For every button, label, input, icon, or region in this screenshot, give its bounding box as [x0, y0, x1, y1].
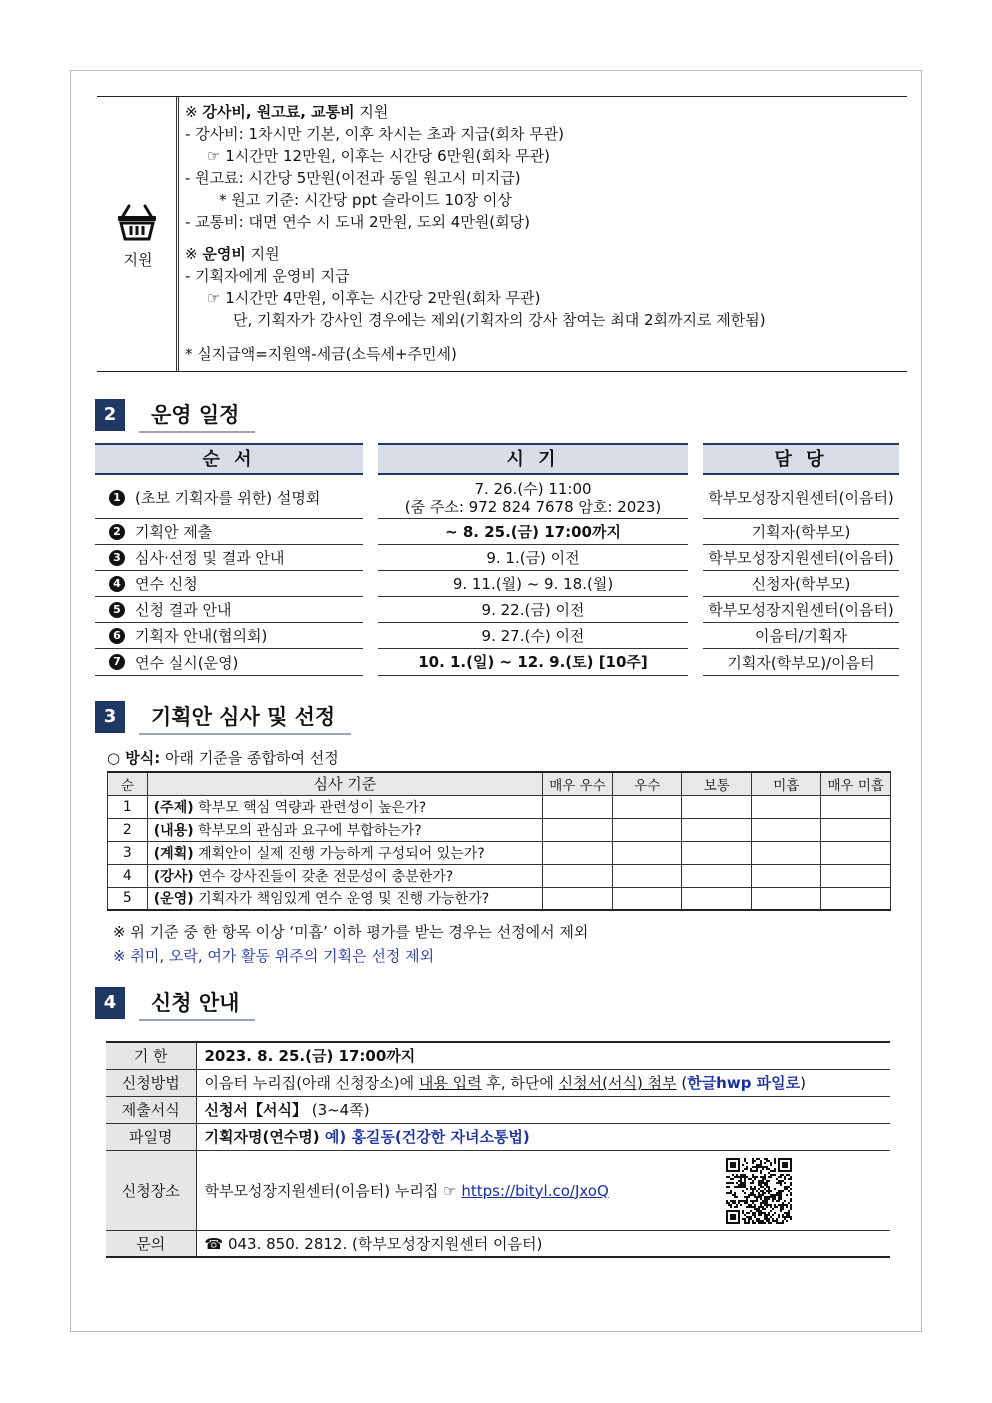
apply-key: 기 한 [106, 1042, 196, 1069]
support-line [185, 123, 903, 145]
apply-method-value [196, 1069, 890, 1096]
support-line-text: - 기획자에게 운영비 지급 [185, 267, 350, 285]
schedule-owner: 기획자(학부모) [703, 519, 899, 545]
schedule-step [95, 623, 363, 649]
criteria-header: 순 [108, 772, 148, 795]
apply-place-value [196, 1150, 890, 1230]
schedule-date: 10. 1.(일) ~ 12. 9.(토) [10주] [418, 653, 648, 671]
basket-icon [115, 202, 159, 242]
support-line [185, 167, 903, 189]
support-line [185, 265, 903, 287]
step-number-badge: 1 [109, 490, 125, 506]
support-line-heading: 강사비, 원고료, 교통비 [202, 103, 355, 121]
step-label: 기획안 제출 [135, 523, 213, 541]
criteria-text [147, 795, 542, 818]
support-line-text: 지원 [354, 103, 389, 121]
support-line-heading: 운영비 [202, 245, 246, 263]
support-line [185, 287, 903, 309]
step-label: 연수 신청 [135, 575, 198, 593]
rating-cell[interactable] [612, 818, 682, 841]
criteria-number: 4 [108, 864, 148, 887]
criteria-row [108, 818, 891, 841]
criteria-question: 학부모 핵심 역량과 관련성이 높은가? [193, 799, 427, 816]
schedule-owner: 기획자(학부모)/이음터 [703, 649, 899, 676]
apply-form-pages: (3~4쪽) [306, 1101, 370, 1119]
schedule-when [378, 519, 688, 545]
criteria-text [147, 841, 542, 864]
criteria-question: 기획자가 책임있게 연수 운영 및 진행 가능한가? [193, 891, 490, 908]
support-line-text: ☞ 1시간만 12만원, 이후는 시간당 6만원(회차 무관) [207, 147, 551, 165]
step-label: 신청 결과 안내 [135, 601, 232, 619]
rating-cell[interactable] [682, 818, 752, 841]
support-line [185, 343, 903, 365]
step-label: 연수 실시(운영) [135, 653, 239, 672]
criteria-header: 보통 [682, 772, 752, 795]
schedule-header-when: 시 기 [378, 443, 688, 475]
criteria-header: 미흡 [751, 772, 821, 795]
criteria-number: 3 [108, 841, 148, 864]
rating-cell[interactable] [612, 887, 682, 910]
step-number-badge: 3 [109, 550, 125, 566]
rating-cell[interactable] [682, 795, 752, 818]
apply-row-filename [106, 1123, 890, 1150]
schedule-step [95, 477, 363, 519]
apply-row-form [106, 1096, 890, 1123]
criteria-tag: (운영) [153, 891, 194, 908]
support-line [185, 211, 903, 233]
criteria-number: 1 [108, 795, 148, 818]
apply-row-contact [106, 1230, 890, 1257]
schedule-owner: 학부모성장지원센터(이음터) [703, 597, 899, 623]
rating-cell[interactable] [751, 841, 821, 864]
step-label: 심사·선정 및 결과 안내 [135, 549, 285, 567]
apply-table [106, 1041, 890, 1258]
schedule-step [95, 571, 363, 597]
support-line [185, 309, 903, 331]
section-number: 2 [95, 399, 125, 431]
rating-cell[interactable] [821, 887, 891, 910]
rating-cell[interactable] [682, 887, 752, 910]
qr-code-icon[interactable] [724, 1156, 794, 1226]
support-line [185, 233, 903, 243]
support-line-text: * 원고 기준: 시간당 ppt 슬라이드 10장 이상 [219, 191, 512, 209]
schedule-zoom-info: (줌 주소: 972 824 7678 암호: 2023) [404, 497, 662, 516]
step-label: 기획자 안내(협의회) [135, 627, 268, 645]
apply-method-filetype: 한글hwp 파일로 [687, 1074, 801, 1092]
support-line-text: - 교통비: 대면 연수 시 도내 2만원, 도외 4만원(회당) [185, 213, 530, 231]
apply-place-link[interactable]: https://bityl.co/JxoQ [461, 1181, 609, 1200]
rating-cell[interactable] [612, 795, 682, 818]
step-label: (초보 기획자를 위한) 설명회 [135, 489, 321, 507]
review-method-label: ○ 방식: [107, 749, 161, 767]
schedule-when [378, 477, 688, 519]
criteria-question: 계획안이 실제 진행 가능하게 구성되어 있는가? [193, 845, 485, 862]
schedule-date: 9. 22.(금) 이전 [481, 600, 585, 619]
criteria-header-row [108, 772, 891, 795]
apply-method-text: ( [676, 1074, 688, 1092]
support-icon-column [97, 97, 179, 371]
apply-place-text: 학부모성장지원센터(이음터) 누리집 ☞ [204, 1181, 462, 1200]
section-title: 신청 안내 [139, 987, 255, 1021]
section-number: 4 [95, 987, 125, 1019]
apply-form-value [196, 1096, 890, 1123]
schedule-owner: 이음터/기획자 [703, 623, 899, 649]
schedule-date: 7. 26.(수) 11:00 [474, 479, 592, 498]
criteria-header: 매우 미흡 [821, 772, 891, 795]
criteria-text [147, 818, 542, 841]
step-number-badge: 6 [109, 628, 125, 644]
criteria-tag: (주제) [153, 799, 194, 816]
support-line [185, 145, 903, 167]
document-page [70, 70, 922, 1332]
rating-cell[interactable] [751, 864, 821, 887]
apply-key: 신청장소 [106, 1150, 196, 1230]
apply-row-deadline [106, 1042, 890, 1069]
schedule-when [378, 597, 688, 623]
rating-cell[interactable] [612, 841, 682, 864]
apply-key: 제출서식 [106, 1096, 196, 1123]
rating-cell[interactable] [682, 864, 752, 887]
step-number-badge: 4 [109, 576, 125, 592]
rating-cell[interactable] [751, 795, 821, 818]
step-number-badge: 5 [109, 602, 125, 618]
apply-deadline-value: 2023. 8. 25.(금) 17:00까지 [196, 1042, 890, 1069]
apply-key: 파일명 [106, 1123, 196, 1150]
review-note-exclusion: ※ 위 기준 중 한 항목 이상 ‘미흡’ 이하 평가를 받는 경우는 선정에서 제외 [113, 923, 589, 941]
rating-cell[interactable] [543, 864, 613, 887]
schedule-date: 9. 11.(월) ~ 9. 18.(월) [452, 574, 614, 593]
rating-cell[interactable] [821, 795, 891, 818]
schedule-when [378, 571, 688, 597]
rating-cell[interactable] [751, 818, 821, 841]
apply-method-text: 후, 하단에 [481, 1074, 559, 1092]
section-title: 운영 일정 [139, 399, 255, 433]
review-method-text: 아래 기준을 종합하여 선정 [160, 749, 339, 767]
schedule-header-who: 담 당 [703, 443, 899, 475]
apply-form-name: 신청서【서식】 [204, 1101, 307, 1119]
section-title: 기획안 심사 및 선정 [139, 701, 351, 735]
schedule-owner: 학부모성장지원센터(이음터) [703, 545, 899, 571]
rating-cell[interactable] [543, 795, 613, 818]
review-method [107, 747, 339, 768]
schedule-owner: 신청자(학부모) [703, 571, 899, 597]
schedule-when [378, 545, 688, 571]
apply-row-method [106, 1069, 890, 1096]
schedule-when [378, 623, 688, 649]
criteria-tag: (계획) [153, 845, 194, 862]
schedule-date: 9. 27.(수) 이전 [481, 626, 585, 645]
support-line-text: - 강사비: 1차시만 기본, 이후 차시는 초과 지급(회차 무관) [185, 125, 564, 143]
apply-key: 신청방법 [106, 1069, 196, 1096]
criteria-number: 5 [108, 887, 148, 910]
rating-cell[interactable] [543, 818, 613, 841]
criteria-tag: (강사) [153, 868, 194, 885]
criteria-header: 우수 [612, 772, 682, 795]
rating-cell[interactable] [543, 887, 613, 910]
section-number: 3 [95, 701, 125, 733]
support-line-text: 지원 [245, 245, 280, 263]
apply-method-text: ) [800, 1074, 807, 1092]
support-lines [185, 101, 903, 365]
schedule-when [378, 649, 688, 676]
rating-cell[interactable] [751, 887, 821, 910]
step-number-badge: 7 [109, 654, 125, 670]
rating-cell[interactable] [821, 818, 891, 841]
support-label: 지원 [123, 251, 153, 269]
criteria-question: 연수 강사진들이 갖춘 전문성이 충분한가? [193, 868, 454, 885]
apply-file-format: 기획자명(연수명) [204, 1128, 325, 1146]
apply-contact-value: ☎ 043. 850. 2812. (학부모성장지원센터 이음터) [196, 1230, 890, 1257]
support-line [185, 331, 903, 343]
criteria-header: 매우 우수 [543, 772, 613, 795]
apply-key: 문의 [106, 1230, 196, 1257]
schedule-step [95, 649, 363, 676]
criteria-row [108, 887, 891, 910]
criteria-row [108, 795, 891, 818]
rating-cell[interactable] [612, 864, 682, 887]
rating-cell[interactable] [821, 864, 891, 887]
criteria-number: 2 [108, 818, 148, 841]
criteria-table [107, 771, 891, 911]
support-line-text: ☞ 1시간만 4만원, 이후는 시간당 2만원(회차 무관) [207, 289, 541, 307]
apply-file-example: 예) 홍길동(건강한 자녀소통법) [324, 1128, 530, 1146]
apply-row-place [106, 1150, 890, 1230]
support-line-mark: ※ [185, 103, 203, 121]
support-line-text: 단, 기획자가 강사인 경우에는 제외(기획자의 강사 참여는 최대 2회까지로 제한됨) [233, 311, 766, 329]
apply-method-text: 이음터 누리집(아래 신청장소)에 [204, 1074, 419, 1092]
rating-cell[interactable] [543, 841, 613, 864]
support-line-text: - 원고료: 시간당 5만원(이전과 동일 원고시 미지급) [185, 169, 521, 187]
schedule-step [95, 597, 363, 623]
support-line [185, 101, 903, 123]
criteria-text [147, 887, 542, 910]
apply-method-emphasis: 내용 입력 [418, 1074, 482, 1092]
schedule-step [95, 545, 363, 571]
support-line-mark: ※ [185, 245, 203, 263]
criteria-row [108, 864, 891, 887]
apply-file-value [196, 1123, 890, 1150]
step-number-badge: 2 [109, 524, 125, 540]
support-box [97, 96, 907, 372]
support-line [185, 189, 903, 211]
support-line-text: * 실지급액=지원액-세금(소득세+주민세) [185, 345, 457, 363]
criteria-text [147, 864, 542, 887]
criteria-row [108, 841, 891, 864]
schedule-owner: 학부모성장지원센터(이음터) [703, 477, 899, 519]
rating-cell[interactable] [821, 841, 891, 864]
criteria-question: 학부모의 관심과 요구에 부합하는가? [193, 822, 422, 839]
rating-cell[interactable] [682, 841, 752, 864]
criteria-header: 심사 기준 [147, 772, 542, 795]
schedule-header-order: 순 서 [95, 443, 363, 475]
review-note-hobby: ※ 취미, 오락, 여가 활동 위주의 기획은 선정 제외 [113, 947, 435, 965]
support-line [185, 243, 903, 265]
criteria-tag: (내용) [153, 822, 194, 839]
schedule-date: ~ 8. 25.(금) 17:00까지 [445, 522, 621, 541]
apply-method-emphasis: 신청서(서식) 첨부 [558, 1074, 677, 1092]
schedule-step [95, 519, 363, 545]
schedule-date: 9. 1.(금) 이전 [486, 548, 580, 567]
